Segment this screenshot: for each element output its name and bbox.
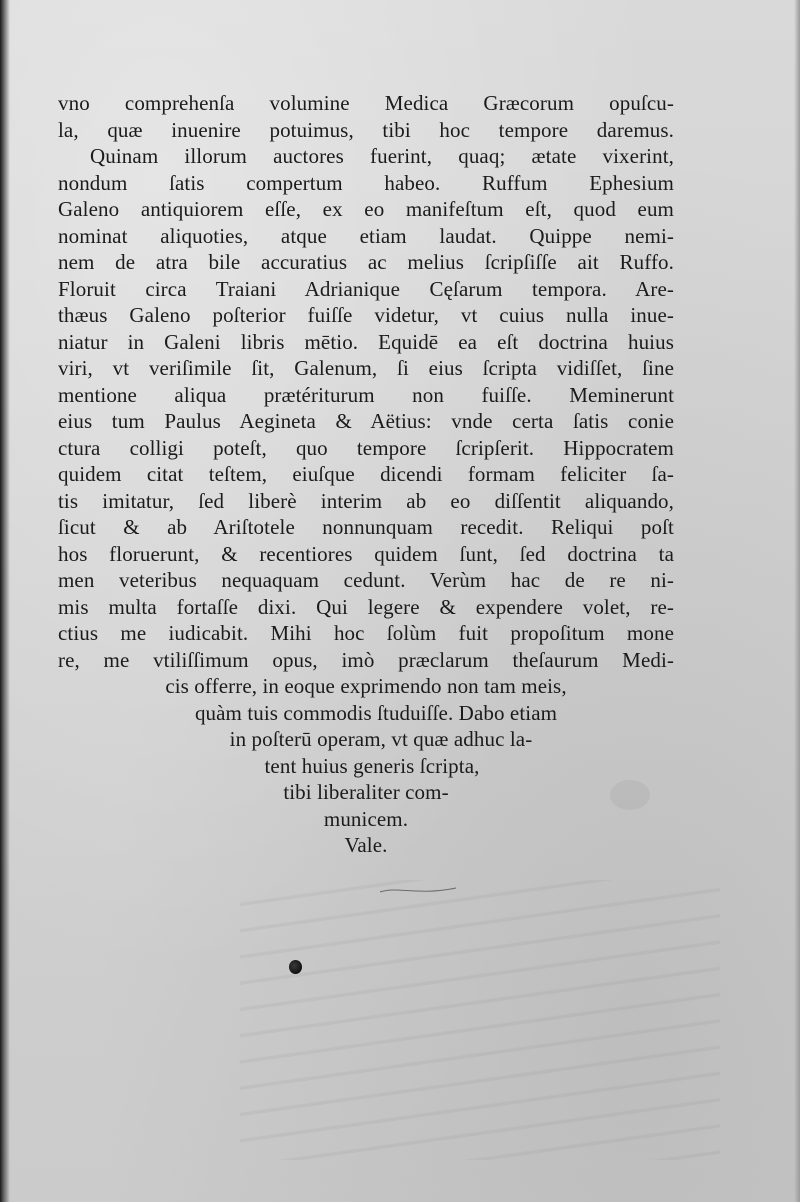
text-line: Galeno antiquiorem eſſe, ex eo manifeſtum eſt, quod eum (58, 197, 674, 221)
text-line: mis multa fortaſſe dixi. Qui legere & expendere volet, re- (58, 594, 674, 619)
valediction: Vale. (344, 833, 388, 857)
tail-flourish (378, 884, 458, 898)
text-line: quidem citat teſtem, eiuſque dicendi formam feliciter ſa- (58, 462, 674, 486)
text-line: vno comprehenſa volumine Medica Græcorum opuſcu- (58, 91, 674, 115)
text-line: viri, vt veriſimile ſit, Galenum, ſi eius ſcripta vidiſſet, ſine (58, 356, 674, 380)
closing-line: in poſterū operam, vt quæ adhuc la- (229, 727, 533, 751)
page-edge (794, 0, 800, 1202)
closing-line: municem. (323, 806, 409, 831)
closing-line: tibi liberaliter com- (283, 780, 449, 804)
text-line: tis imitatur, ſed liberè interim ab eo diſſentit aliquando, (58, 488, 674, 513)
bleed-through-text (240, 880, 720, 1160)
body-text (58, 90, 674, 859)
closing-line: quàm tuis commodis ſtuduiſſe. Dabo etiam (194, 700, 558, 725)
text-line: ctius me iudicabit. Mihi hoc ſolùm fuit propoſitum mone (58, 621, 674, 645)
text-line: la, quæ inuenire potuimus, tibi hoc tempore daremus. (58, 117, 674, 142)
closing-line: tent huius generis ſcripta, (264, 753, 480, 778)
text-line: re, me vtiliſſimum opus, imò præclarum theſaurum Medi- (58, 647, 674, 672)
text-line: Quinam illorum auctores fuerint, quaq; ætate vixerint, (90, 144, 674, 168)
text-line: eius tum Paulus Aegineta & Aëtius: vnde certa ſatis conie (58, 409, 674, 433)
text-line: ctura colligi poteſt, quo tempore ſcripſerit. Hippocratem (58, 435, 674, 460)
text-line: hos floruerunt, & recentiores quidem ſunt, ſed doctrina ta (58, 541, 674, 566)
text-line: nem de atra bile accuratius ac melius ſcripſiſſe ait Ruffo. (58, 250, 674, 274)
text-line: men veteribus nequaquam cedunt. Verùm hac de re ni- (58, 568, 674, 592)
text-line: ſicut & ab Ariſtotele nonnunquam recedit. Reliqui poſt (58, 515, 674, 539)
page-binding-shadow (0, 0, 10, 1202)
text-line: mentione aliqua prætériturum non fuiſſe. Meminerunt (58, 382, 674, 407)
ink-blot (289, 960, 302, 974)
text-line: nominat aliquoties, atque etiam laudat. Quippe nemi- (58, 223, 674, 248)
closing-line: cis offerre, in eoque exprimendo non tam meis, (165, 674, 567, 698)
text-line: niatur in Galeni libris mētio. Equidē ea eſt doctrina huius (58, 329, 674, 354)
text-line: thæus Galeno poſterior fuiſſe videtur, vt cuius nulla inue- (58, 303, 674, 327)
text-line: Floruit circa Traiani Adrianique Cęſarum tempora. Are- (58, 276, 674, 301)
text-line: nondum ſatis compertum habeo. Ruffum Ephesium (58, 170, 674, 195)
